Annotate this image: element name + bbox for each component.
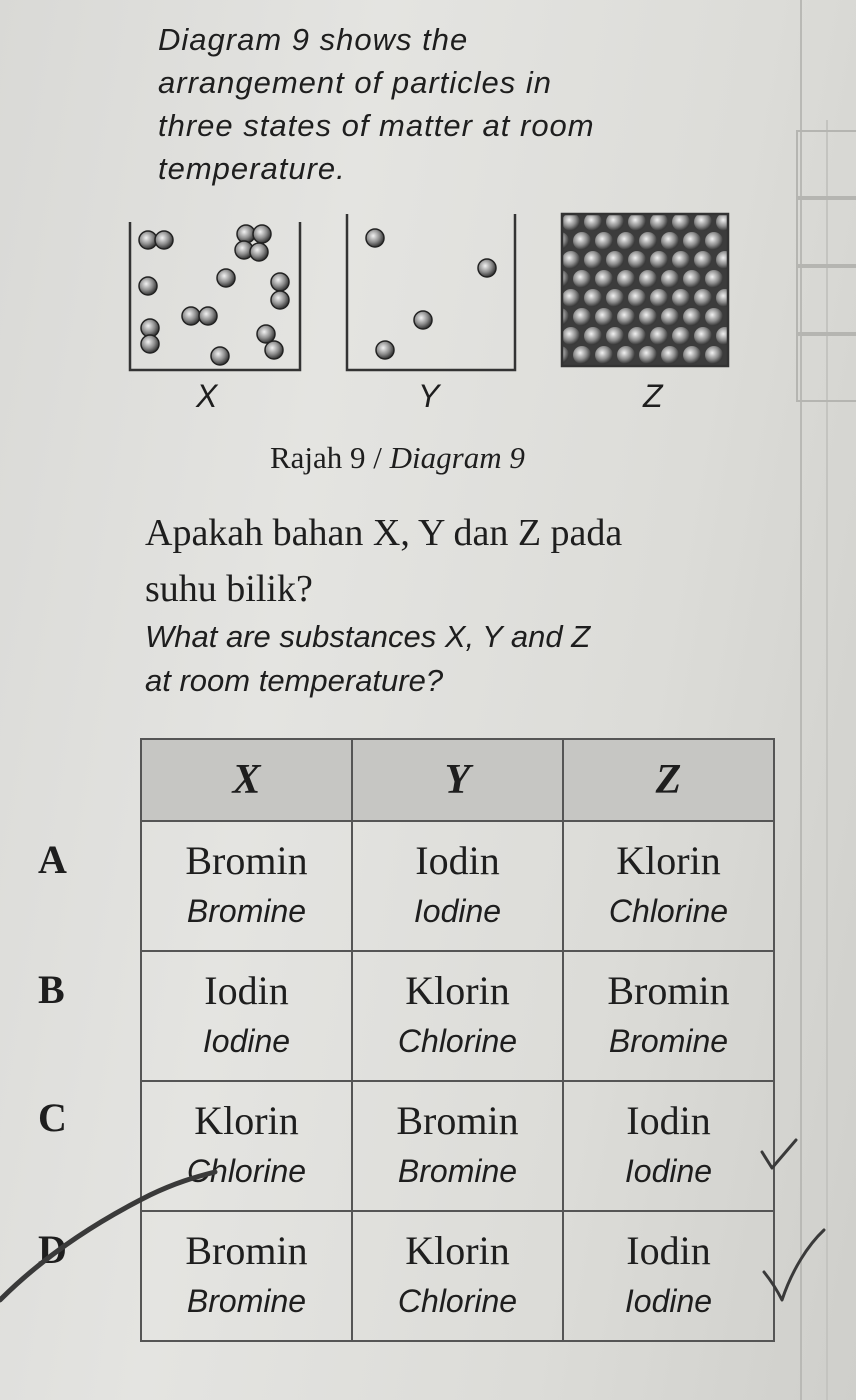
cell-malay: Bromin [396, 1098, 519, 1143]
column-header-x: X [141, 739, 352, 821]
pen-stroke [0, 1172, 215, 1300]
cell-english: Bromine [608, 1023, 729, 1059]
cell-malay: Bromin [185, 1228, 308, 1273]
caption-malay: Rajah 9 / [270, 440, 390, 475]
intro-line: arrangement of particles in [158, 65, 553, 100]
cell-english: Iodine [624, 1283, 713, 1319]
question-english-line: What are substances X, Y and Z [145, 619, 591, 654]
question-malay-line: suhu bilik? [145, 568, 313, 610]
option-letter-b[interactable]: B [38, 967, 65, 1012]
check-icon [762, 1140, 796, 1168]
cell-english: Chlorine [397, 1023, 518, 1059]
cell-malay: Klorin [194, 1098, 299, 1143]
cell-english: Bromine [186, 1283, 307, 1319]
cell-english: Chlorine [608, 893, 729, 929]
question-malay-line: Apakah bahan X, Y dan Z pada [145, 512, 623, 554]
diagram-label-x: X [196, 378, 218, 414]
column-header-y: Y [352, 739, 563, 821]
cell-malay: Bromin [185, 838, 308, 883]
cell-malay: Klorin [616, 838, 721, 883]
cell-malay: Klorin [405, 968, 510, 1013]
cell-english: Iodine [413, 893, 502, 929]
cell-malay: Iodin [204, 968, 289, 1013]
cell-english: Iodine [202, 1023, 291, 1059]
cell-malay: Iodin [626, 1228, 711, 1273]
diagram-label-z: Z [643, 378, 663, 414]
diagram-label-y: Y [418, 378, 440, 414]
intro-line: Diagram 9 shows the [158, 22, 469, 57]
option-letter-a[interactable]: A [38, 837, 67, 882]
cell-malay: Klorin [405, 1228, 510, 1273]
intro-line: temperature. [158, 151, 346, 186]
cell-english: Chlorine [186, 1153, 307, 1189]
caption-english: Diagram 9 [389, 440, 525, 475]
cell-malay: Iodin [415, 838, 500, 883]
option-letter-c[interactable]: C [38, 1095, 67, 1140]
question-english-line: at room temperature? [145, 663, 444, 698]
cell-english: Bromine [397, 1153, 518, 1189]
intro-line: three states of matter at room [158, 108, 595, 143]
cell-malay: Iodin [626, 1098, 711, 1143]
cell-english: Iodine [624, 1153, 713, 1189]
check-icon [764, 1230, 824, 1300]
column-header-z: Z [563, 739, 774, 821]
option-letter-d[interactable]: D [38, 1227, 67, 1272]
cell-malay: Bromin [607, 968, 730, 1013]
cell-english: Chlorine [397, 1283, 518, 1319]
cell-english: Bromine [186, 893, 307, 929]
